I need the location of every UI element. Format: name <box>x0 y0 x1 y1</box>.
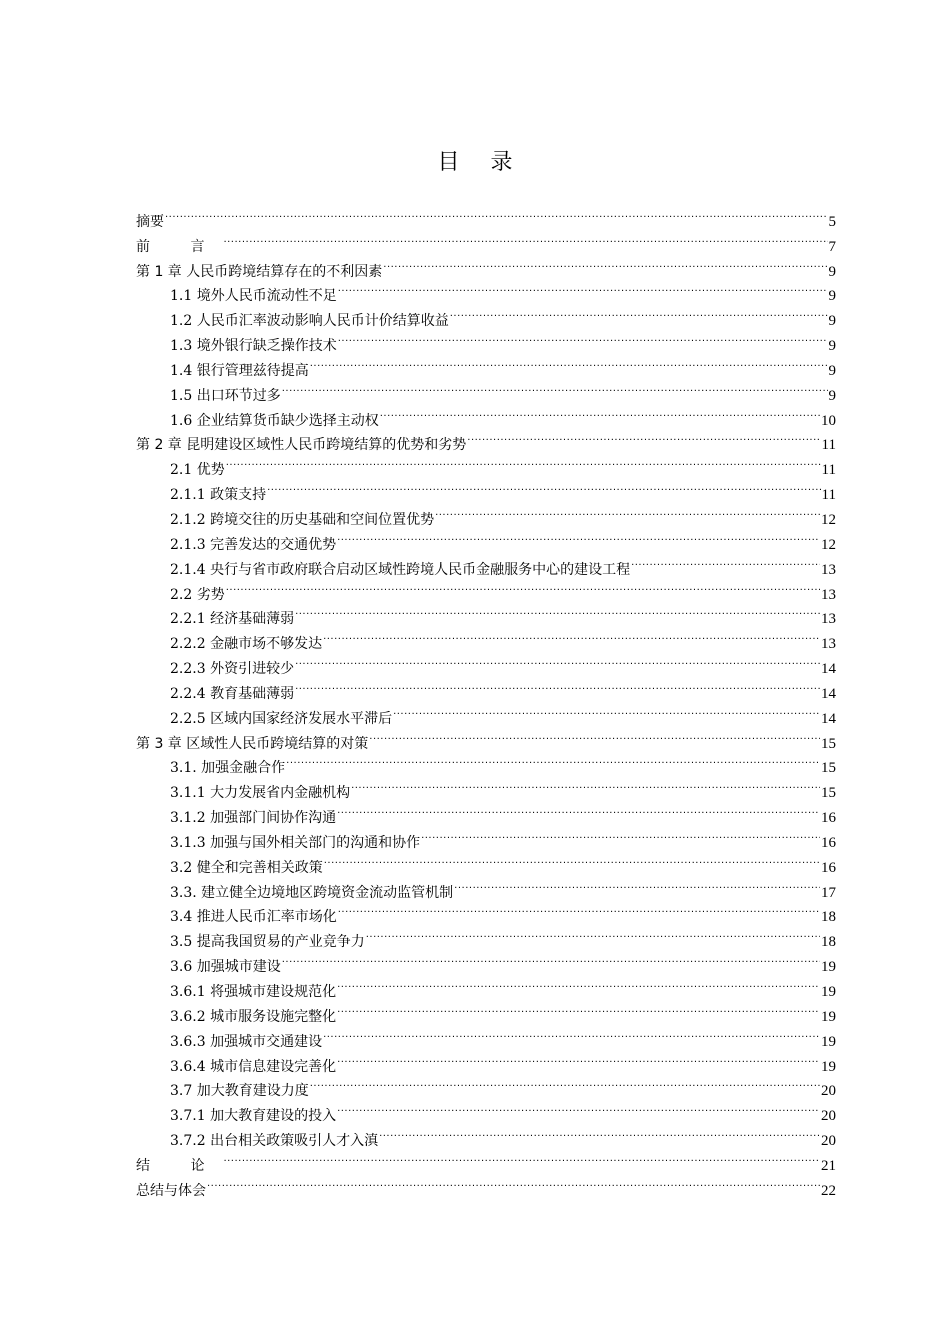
toc-entry-label: 3.1.3 加强与国外相关部门的沟通和协作 <box>170 834 421 851</box>
toc-entry-page-number: 9 <box>828 387 836 404</box>
toc-entry-label: 3.1. 加强金融合作 <box>170 760 286 777</box>
toc-entry-label: 3.7.1 加大教育建设的投入 <box>170 1108 337 1125</box>
dot-leader <box>223 226 827 251</box>
dot-leader <box>323 1021 820 1046</box>
dot-leader <box>295 599 820 624</box>
toc-entry-page-number: 9 <box>828 338 836 355</box>
toc-entry-label: 2.2.5 区域内国家经济发展水平滞后 <box>170 710 393 727</box>
toc-entry-page-number: 13 <box>821 586 836 603</box>
toc-entry-label: 3.1.2 加强部门间协作沟通 <box>170 810 337 827</box>
toc-entry-label: 2.1.3 完善发达的交通优势 <box>170 536 337 553</box>
toc-entry-page-number: 19 <box>821 984 836 1000</box>
toc-entry-label: 第 3 章 区域性人民币跨境结算的对策 <box>136 735 369 752</box>
toc-entry-page-number: 22 <box>821 1182 836 1199</box>
dot-leader <box>450 300 828 325</box>
dot-leader <box>207 1170 820 1195</box>
dot-leader <box>454 872 820 897</box>
dot-leader <box>286 748 820 773</box>
toc-entry-label: 第 1 章 人民币跨境结算存在的不利因素 <box>136 263 383 280</box>
dot-leader <box>393 698 820 723</box>
toc-entry-label: 第 2 章 昆明建设区域性人民币跨境结算的优势和劣势 <box>136 437 467 454</box>
toc-entry-label: 前 言 <box>136 238 223 255</box>
toc-entry-label: 2.1 优势 <box>170 462 225 479</box>
toc-entry[interactable] <box>136 474 836 504</box>
toc-entry-page-number: 11 <box>821 437 836 454</box>
toc-entry-page-number: 15 <box>821 735 836 752</box>
toc-entry-label: 3.7.2 出台相关政策吸引人才入滇 <box>170 1133 379 1150</box>
toc-entry-label: 2.2.1 经济基础薄弱 <box>170 611 295 628</box>
dot-leader <box>338 276 828 301</box>
toc-entry-label: 3.6.1 将强城市建设规范化 <box>170 984 337 1000</box>
toc-entry-page-number: 20 <box>821 1083 836 1100</box>
toc-entry-label: 2.2 劣势 <box>170 586 225 603</box>
dot-leader <box>379 1120 820 1145</box>
dot-leader <box>337 524 820 549</box>
dot-leader <box>383 251 827 276</box>
toc-entry[interactable] <box>136 201 836 230</box>
dot-leader <box>467 425 820 450</box>
dot-leader <box>337 971 820 996</box>
toc-entry-page-number: 11 <box>821 462 836 479</box>
dot-leader <box>324 847 820 872</box>
toc-entry-page-number: 13 <box>821 561 836 578</box>
toc-entry-label: 3.4 推进人民币汇率市场化 <box>170 909 337 926</box>
toc-entry-label: 3.2 健全和完善相关政策 <box>170 859 323 876</box>
table-of-contents <box>136 201 836 1199</box>
dot-leader <box>366 921 820 946</box>
toc-entry-page-number: 18 <box>821 909 836 926</box>
toc-entry-page-number: 14 <box>821 685 836 702</box>
toc-entry[interactable] <box>136 226 836 255</box>
toc-entry-label: 2.2.4 教育基础薄弱 <box>170 685 295 702</box>
toc-entry-label: 3.6.4 城市信息建设完善化 <box>170 1058 337 1075</box>
toc-entry-page-number: 21 <box>821 1157 836 1174</box>
toc-entry-label: 摘要 <box>136 213 164 230</box>
toc-entry[interactable] <box>136 251 836 280</box>
toc-entry-page-number: 18 <box>821 934 836 951</box>
toc-entry-label: 总结与体会 <box>136 1182 206 1199</box>
toc-entry[interactable] <box>136 574 836 603</box>
dot-leader <box>631 549 820 574</box>
toc-entry-label: 1.4 银行管理兹待提高 <box>170 362 309 379</box>
dot-leader <box>435 499 820 524</box>
dot-leader <box>295 648 820 673</box>
toc-entry-page-number: 19 <box>821 1008 836 1025</box>
toc-entry-label: 1.3 境外银行缺乏操作技术 <box>170 338 337 355</box>
toc-entry-label: 1.2 人民币汇率波动影响人民币计价结算收益 <box>170 313 449 330</box>
toc-entry-page-number: 16 <box>821 810 836 827</box>
toc-entry-label: 2.1.1 政策支持 <box>170 487 267 504</box>
toc-entry-page-number: 14 <box>821 710 836 727</box>
toc-entry-page-number: 13 <box>821 636 836 653</box>
toc-entry[interactable] <box>136 449 836 479</box>
dot-leader <box>165 201 828 226</box>
dot-leader <box>323 623 820 648</box>
toc-entry[interactable] <box>136 1145 836 1174</box>
dot-leader <box>226 574 820 599</box>
toc-entry-page-number: 19 <box>821 1058 836 1075</box>
dot-leader <box>282 375 828 400</box>
dot-leader <box>310 350 828 375</box>
toc-entry-page-number: 11 <box>821 487 836 504</box>
toc-entry-page-number: 13 <box>821 611 836 628</box>
dot-leader <box>369 723 820 748</box>
toc-entry-page-number: 9 <box>828 263 836 280</box>
dot-leader <box>223 1145 820 1170</box>
toc-entry[interactable] <box>136 1170 836 1199</box>
toc-entry-label: 结 论 <box>136 1157 223 1174</box>
dot-leader <box>337 797 820 822</box>
toc-entry-label: 3.5 提高我国贸易的产业竞争力 <box>170 934 365 951</box>
dot-leader <box>267 474 820 499</box>
toc-entry-page-number: 7 <box>828 238 836 255</box>
toc-entry-page-number: 15 <box>821 760 836 777</box>
toc-entry-page-number: 12 <box>821 536 836 553</box>
dot-leader <box>338 897 820 922</box>
dot-leader <box>337 1046 820 1071</box>
toc-entry-label: 3.3. 建立健全边境地区跨境资金流动监管机制 <box>170 884 454 901</box>
toc-entry-page-number: 16 <box>821 859 836 876</box>
toc-entry[interactable] <box>136 599 836 628</box>
toc-entry-page-number: 5 <box>828 213 836 230</box>
dot-leader <box>380 400 820 425</box>
toc-entry-label: 1.1 境外人民币流动性不足 <box>170 288 337 305</box>
toc-entry-page-number: 16 <box>821 834 836 851</box>
toc-entry-label: 2.1.4 央行与省市政府联合启动区域性跨境人民币金融服务中心的建设工程 <box>170 561 631 578</box>
toc-entry-label: 2.2.2 金融市场不够发达 <box>170 636 323 653</box>
toc-entry-label: 2.1.2 跨境交往的历史基础和空间位置优势 <box>170 511 435 528</box>
toc-entry-page-number: 17 <box>821 884 836 901</box>
dot-leader <box>338 325 828 350</box>
toc-entry-label: 3.7 加大教育建设力度 <box>170 1083 309 1100</box>
toc-entry-label: 3.6.3 加强城市交通建设 <box>170 1033 323 1050</box>
dot-leader <box>282 946 820 971</box>
toc-entry-page-number: 12 <box>821 511 836 528</box>
toc-entry-page-number: 9 <box>828 288 836 305</box>
toc-entry-page-number: 15 <box>821 785 836 802</box>
dot-leader <box>226 449 821 474</box>
toc-entry-label: 1.5 出口环节过多 <box>170 387 281 404</box>
toc-entry-page-number: 19 <box>821 1033 836 1050</box>
toc-entry-page-number: 10 <box>821 412 836 429</box>
toc-entry-label: 3.1.1 大力发展省内金融机构 <box>170 785 351 802</box>
dot-leader <box>337 1095 820 1120</box>
dot-leader <box>295 673 820 698</box>
toc-entry-label: 1.6 企业结算货币缺少选择主动权 <box>170 412 379 429</box>
dot-leader <box>421 822 820 847</box>
toc-entry-page-number: 20 <box>821 1133 836 1150</box>
toc-entry-page-number: 14 <box>821 661 836 678</box>
toc-entry-page-number: 9 <box>828 313 836 330</box>
toc-entry-label: 3.6 加强城市建设 <box>170 959 281 976</box>
toc-title: 目 录 <box>437 150 525 175</box>
toc-entry-page-number: 9 <box>828 362 836 379</box>
toc-entry-label: 2.2.3 外资引进较少 <box>170 661 295 678</box>
dot-leader <box>310 1071 820 1096</box>
toc-entry-label: 3.6.2 城市服务设施完整化 <box>170 1008 337 1025</box>
toc-entry-page-number: 19 <box>821 959 836 976</box>
dot-leader <box>337 996 820 1021</box>
dot-leader <box>351 772 820 797</box>
toc-entry-page-number: 20 <box>821 1108 836 1125</box>
